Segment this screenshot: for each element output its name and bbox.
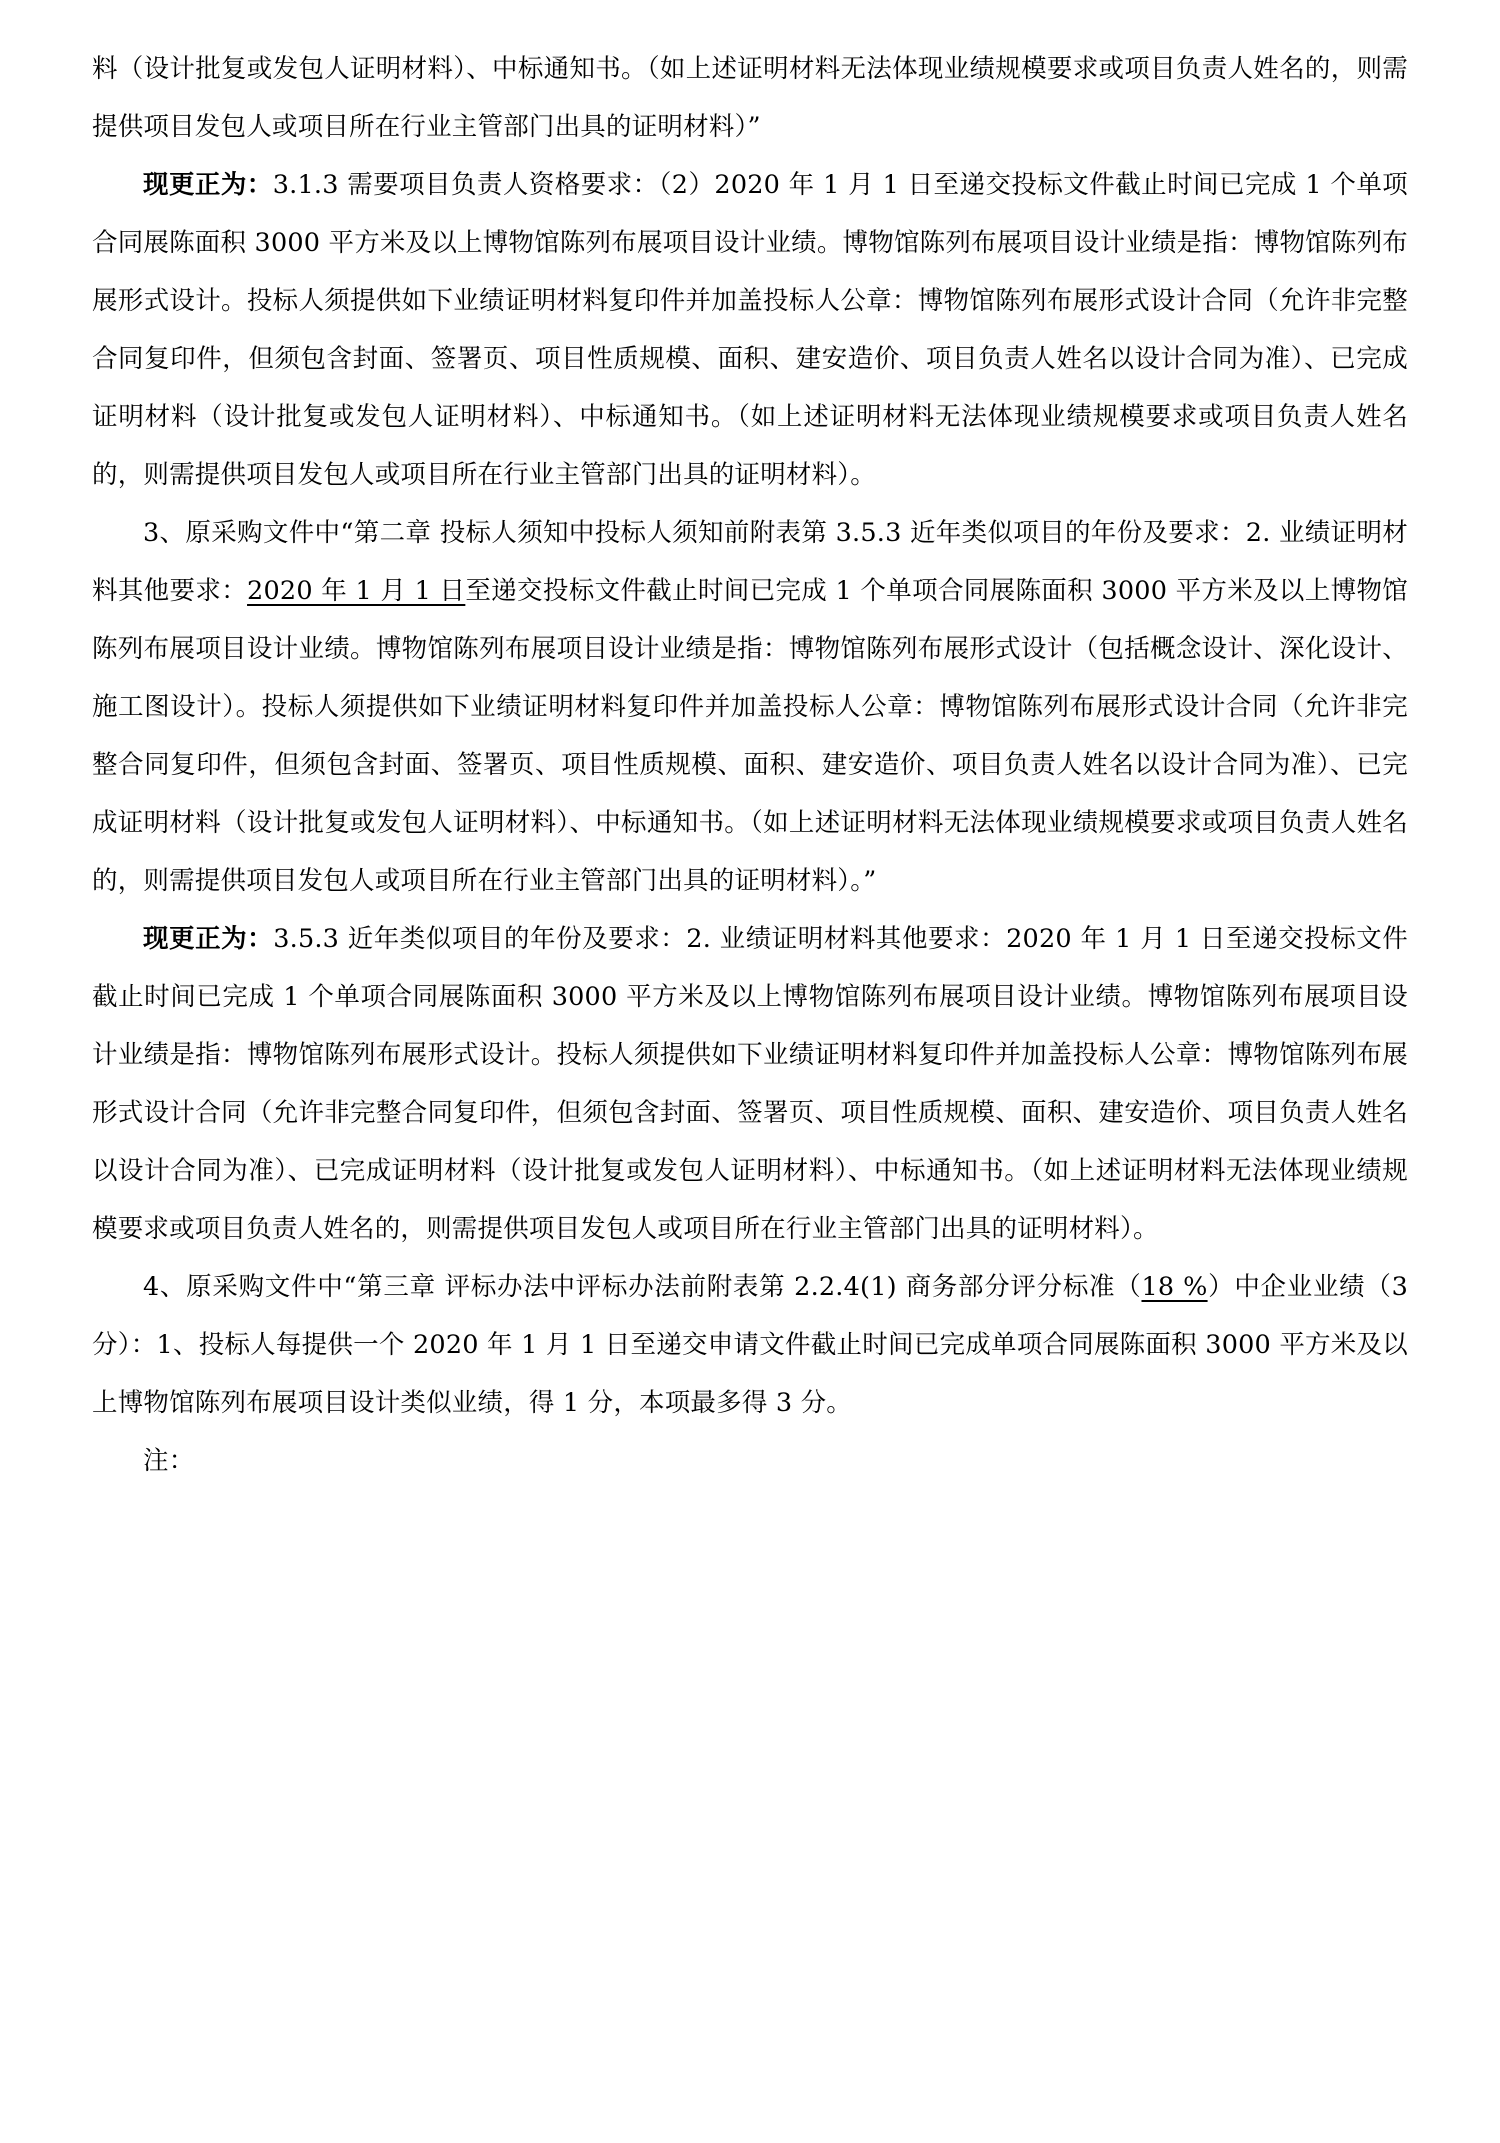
document-body — [92, 40, 1408, 1490]
text-run: 现更正为： — [143, 170, 273, 200]
text-run: 3.1.3 需要项目负责人资格要求：（2）2020 年 1 月 1 日至递交投标文件截止时间已完成 1 个单项合同展陈面积 3000 平方米及以上博物馆陈列布展项目设计业绩。博物馆陈列布展项目设计业绩是指：博物馆陈列布展形式设计。投标人须提供如下业绩证明材料复印件并加盖投标人公章：博物馆陈列布展形式设计合同（允许非完整合同复印件，但须包含封面、签署页、项目性质规模、面积、建安造价、项目负责人姓名以设计合同为准）、已完成证明材料（设计批复或发包人证明材料）、中标通知书。（如上述证明材料无法体现业绩规模要求或项目负责人姓名的，则需提供项目发包人或项目所在行业主管部门出具的证明材料）。 — [92, 170, 1408, 490]
text-run: 18 % — [1141, 1272, 1208, 1302]
text-run: 现更正为： — [143, 924, 274, 954]
paragraph-p5-original-224 — [92, 1258, 1408, 1432]
text-run: 料（设计批复或发包人证明材料）、中标通知书。（如上述证明材料无法体现业绩规模要求或项目负责人姓名的，则需提供项目发包人或项目所在行业主管部门出具的证明材料）” — [92, 54, 1408, 142]
text-run: ）中企业业绩（3 分）：1、投标人每提供一个 2020 年 1 月 1 日至递交申请文件截止时间已完成单项合同展陈面积 3000 平方米及以上博物馆陈列布展项目设计类似业绩，得 1 分，本项最多得 3 分。 — [92, 1272, 1409, 1418]
text-run: 3.5.3 近年类似项目的年份及要求：2. 业绩证明材料其他要求：2020 年 1 月 1 日至递交投标文件截止时间已完成 1 个单项合同展陈面积 3000 平方米及以上博物馆陈列布展项目设计业绩。博物馆陈列布展项目设计业绩是指：博物馆陈列布展形式设计。投标人须提供如下业绩证明材料复印件并加盖投标人公章：博物馆陈列布展形式设计合同（允许非完整合同复印件，但须包含封面、签署页、项目性质规模、面积、建安造价、项目负责人姓名以设计合同为准）、已完成证明材料（设计批复或发包人证明材料）、中标通知书。（如上述证明材料无法体现业绩规模要求或项目负责人姓名的，则需提供项目发包人或项目所在行业主管部门出具的证明材料）。 — [92, 924, 1408, 1244]
paragraph-p2-revised-313 — [92, 156, 1408, 504]
text-run: 2020 年 1 月 1 日 — [247, 576, 466, 606]
text-run: 3、原采购文件中“第二章 投标人须知中投标人须知前附表第 3.5.3 近年类似项目的年份及要求：2. 业绩证明材料其他要求： — [92, 518, 1408, 606]
text-run: 注： — [143, 1446, 195, 1476]
paragraph-p4-revised-353 — [92, 910, 1408, 1258]
text-run: 4、原采购文件中“第三章 评标办法中评标办法前附表第 2.2.4(1) 商务部分评分标准（ — [143, 1272, 1142, 1302]
paragraph-p1-continued — [92, 40, 1408, 156]
text-run: 至递交投标文件截止时间已完成 1 个单项合同展陈面积 3000 平方米及以上博物馆陈列布展项目设计业绩。博物馆陈列布展项目设计业绩是指：博物馆陈列布展形式设计（包括概念设计、深化设计、施工图设计）。投标人须提供如下业绩证明材料复印件并加盖投标人公章：博物馆陈列布展形式设计合同（允许非完整合同复印件，但须包含封面、签署页、项目性质规模、面积、建安造价、项目负责人姓名以设计合同为准）、已完成证明材料（设计批复或发包人证明材料）、中标通知书。（如上述证明材料无法体现业绩规模要求或项目负责人姓名的，则需提供项目发包人或项目所在行业主管部门出具的证明材料）。” — [92, 576, 1408, 896]
paragraph-p3-original-353 — [92, 504, 1408, 910]
paragraph-p6-note — [92, 1432, 1408, 1490]
